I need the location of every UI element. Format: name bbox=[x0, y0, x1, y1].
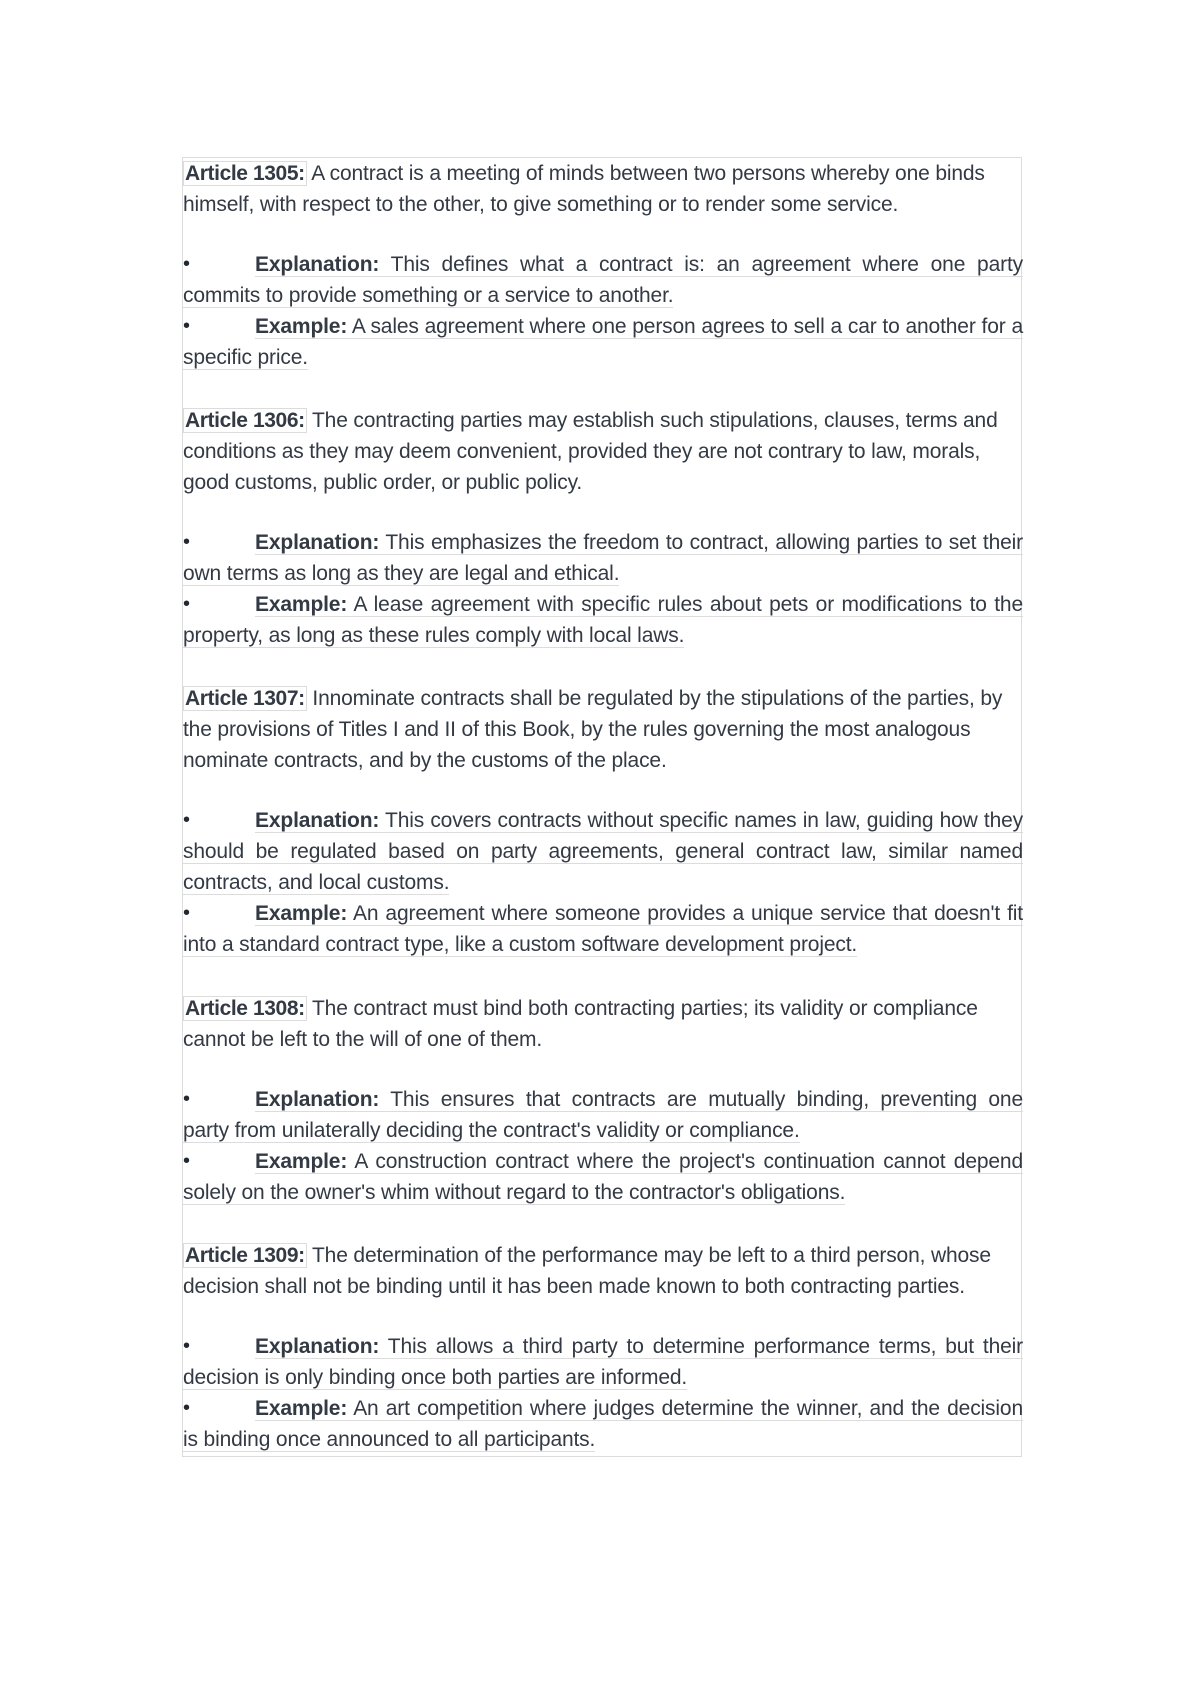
explanation-text: This defines what a contract is: an agreement where one party commits to provide something or a service to another. bbox=[183, 253, 1023, 307]
explanation-item bbox=[183, 1331, 1023, 1393]
article-paragraph bbox=[183, 683, 1023, 776]
bullet-icon: • bbox=[183, 253, 190, 275]
article-1305-notes bbox=[183, 249, 1023, 373]
explanation-label: Explanation: bbox=[255, 1088, 380, 1111]
article-label: Article 1305: bbox=[185, 162, 305, 185]
bullet-icon: • bbox=[183, 315, 190, 337]
explanation-label: Explanation: bbox=[255, 531, 380, 554]
example-item bbox=[183, 1393, 1023, 1455]
bullet-icon: • bbox=[183, 809, 190, 831]
article-1306 bbox=[183, 405, 1023, 498]
example-item bbox=[183, 311, 1023, 373]
article-label: Article 1308: bbox=[185, 997, 305, 1020]
article-body: The determination of the performance may be left to a third person, whose decision shall not be binding until it has been made known to both contracting parties. bbox=[183, 1244, 991, 1298]
article-1307-notes bbox=[183, 805, 1023, 960]
explanation-item bbox=[183, 249, 1023, 311]
article-1305 bbox=[183, 158, 1023, 220]
explanation-label: Explanation: bbox=[255, 253, 380, 276]
bullet-icon: • bbox=[183, 1335, 190, 1357]
article-body: A contract is a meeting of minds between two persons whereby one binds himself, with respect to the other, to give something or to render some service. bbox=[183, 162, 985, 216]
bullet-icon: • bbox=[183, 531, 190, 553]
article-paragraph bbox=[183, 158, 1023, 220]
example-label: Example: bbox=[255, 1397, 348, 1420]
example-label: Example: bbox=[255, 593, 348, 616]
explanation-text: This emphasizes the freedom to contract, allowing parties to set their own terms as long as they are legal and ethical. bbox=[183, 531, 1023, 585]
example-label: Example: bbox=[255, 315, 348, 338]
explanation-text: This covers contracts without specific names in law, guiding how they should be regulated based on party agreements, general contract law, similar named contracts, and local customs. bbox=[183, 809, 1023, 894]
explanation-label: Explanation: bbox=[255, 1335, 380, 1358]
article-label: Article 1309: bbox=[185, 1244, 305, 1267]
article-body: The contracting parties may establish such stipulations, clauses, terms and conditions as they may deem convenient, provided they are not contrary to law, morals, good customs, public order, or public policy. bbox=[183, 409, 998, 494]
explanation-label: Explanation: bbox=[255, 809, 380, 832]
explanation-text: This ensures that contracts are mutually binding, preventing one party from unilaterally deciding the contract's validity or compliance. bbox=[183, 1088, 1023, 1142]
bullet-icon: • bbox=[183, 1150, 190, 1172]
example-text: A lease agreement with specific rules about pets or modifications to the property, as long as these rules comply with local laws. bbox=[183, 593, 1023, 647]
document-page bbox=[182, 157, 1022, 1457]
explanation-item bbox=[183, 1084, 1023, 1146]
bullet-icon: • bbox=[183, 1397, 190, 1419]
example-item bbox=[183, 898, 1023, 960]
article-1309 bbox=[183, 1240, 1023, 1302]
article-1306-notes bbox=[183, 527, 1023, 651]
explanation-item bbox=[183, 527, 1023, 589]
example-item bbox=[183, 589, 1023, 651]
article-body: The contract must bind both contracting parties; its validity or compliance cannot be left to the will of one of them. bbox=[183, 997, 978, 1051]
example-text: A sales agreement where one person agrees to sell a car to another for a specific price. bbox=[183, 315, 1023, 369]
example-text: An agreement where someone provides a unique service that doesn't fit into a standard contract type, like a custom software development project. bbox=[183, 902, 1023, 956]
example-item bbox=[183, 1146, 1023, 1208]
article-paragraph bbox=[183, 1240, 1023, 1302]
article-paragraph bbox=[183, 405, 1023, 498]
article-body: Innominate contracts shall be regulated by the stipulations of the parties, by the provisions of Titles I and II of this Book, by the rules governing the most analogous nominate contracts, and by the customs of the place. bbox=[183, 687, 1003, 772]
bullet-icon: • bbox=[183, 1088, 190, 1110]
article-1308-notes bbox=[183, 1084, 1023, 1208]
article-label: Article 1307: bbox=[185, 687, 305, 710]
article-paragraph bbox=[183, 993, 1023, 1055]
example-label: Example: bbox=[255, 1150, 348, 1173]
explanation-text: This allows a third party to determine performance terms, but their decision is only binding once both parties are informed. bbox=[183, 1335, 1023, 1389]
explanation-item bbox=[183, 805, 1023, 898]
article-1309-notes bbox=[183, 1331, 1023, 1455]
article-label: Article 1306: bbox=[185, 409, 305, 432]
bullet-icon: • bbox=[183, 593, 190, 615]
bullet-icon: • bbox=[183, 902, 190, 924]
example-text: An art competition where judges determine the winner, and the decision is binding once announced to all participants. bbox=[183, 1397, 1023, 1451]
example-label: Example: bbox=[255, 902, 348, 925]
article-1308 bbox=[183, 993, 1023, 1055]
article-1307 bbox=[183, 683, 1023, 776]
example-text: A construction contract where the project's continuation cannot depend solely on the owner's whim without regard to the contractor's obligations. bbox=[183, 1150, 1023, 1204]
